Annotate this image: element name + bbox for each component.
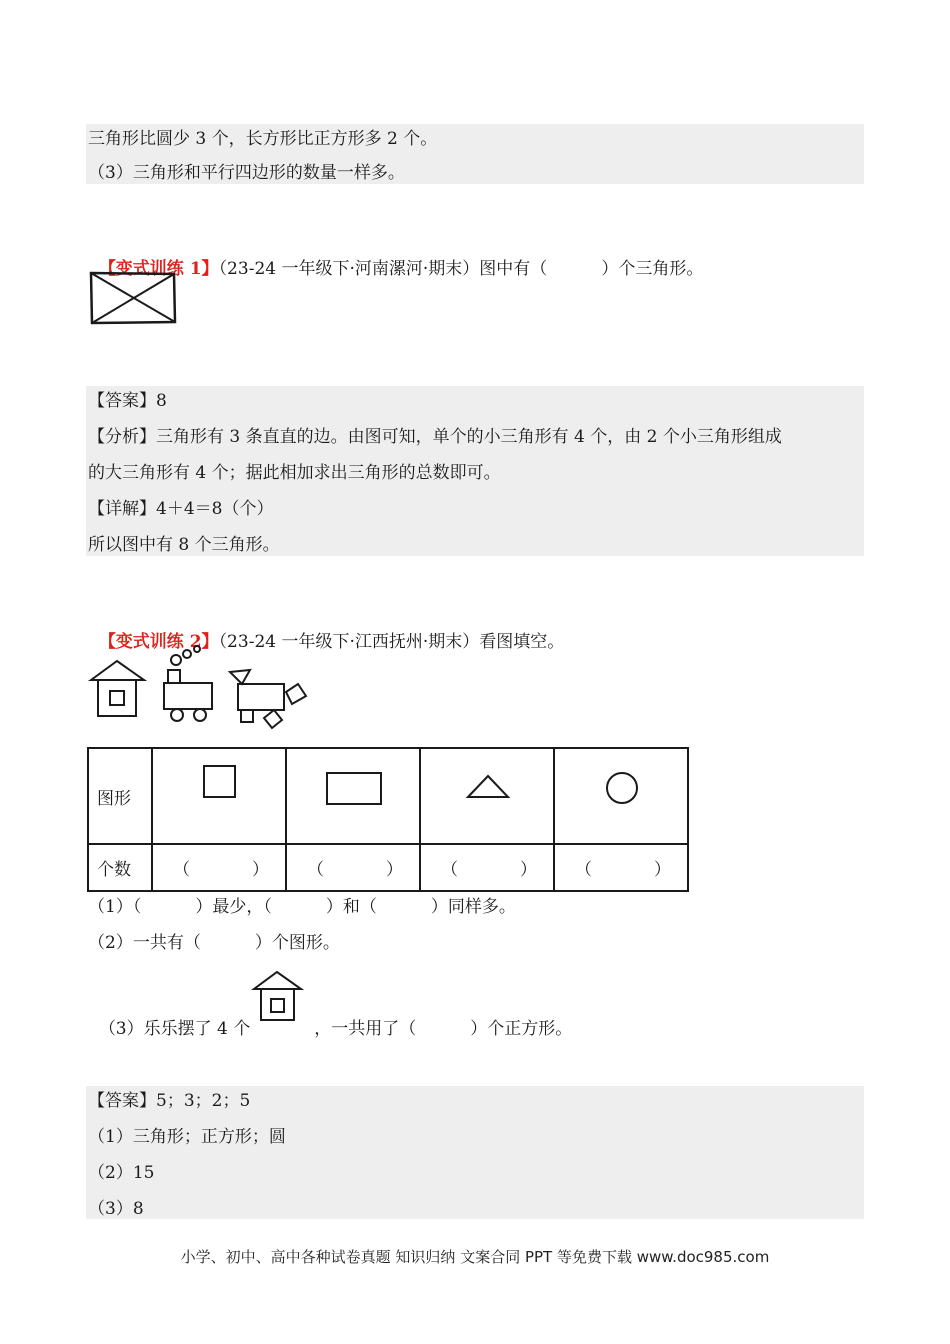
- exercise-question: （23-24 一年级下·江西抚州·期末）看图填空。: [218, 632, 565, 652]
- row-header-shape: 图形: [88, 748, 152, 844]
- train-icon: [160, 644, 216, 726]
- exercise-tag: 【变式训练 1】: [98, 259, 219, 279]
- house-icon: [252, 969, 304, 1023]
- house-icon: [88, 658, 148, 720]
- row-header-count: 个数: [88, 844, 152, 891]
- exercise-1-heading: [88, 233, 703, 281]
- question-3: [88, 993, 572, 1041]
- question-2: （2）一共有（ ）个图形。: [88, 933, 340, 953]
- paren-close: ）: [386, 860, 403, 880]
- count-blank[interactable]: [152, 844, 286, 891]
- answer-line: （3）8: [88, 1199, 144, 1219]
- table-row: [88, 844, 688, 891]
- exercise-question: （23-24 一年级下·河南漯河·期末）图中有（ ）个三角形。: [218, 259, 704, 279]
- dog-icon: [228, 668, 308, 730]
- shape-count-table: [87, 747, 689, 892]
- paren-open: （: [575, 860, 592, 880]
- table-cell: [286, 748, 420, 844]
- paren-open: （: [173, 860, 190, 880]
- rectangle-with-diagonals-icon: [88, 270, 178, 326]
- circle-icon: [605, 771, 639, 805]
- count-blank[interactable]: [420, 844, 554, 891]
- paren-close: ）: [654, 860, 671, 880]
- answer-line: 【答案】8: [88, 391, 167, 411]
- analysis-line: 的大三角形有 4 个；据此相加求出三角形的总数即可。: [88, 463, 501, 483]
- answer-line: （1）三角形；正方形；圆: [88, 1127, 286, 1147]
- paren-close: ）: [252, 860, 269, 880]
- analysis-line: 【分析】三角形有 3 条直直的边。由图可知，单个的小三角形有 4 个，由 2 个小三角形组成: [88, 427, 782, 447]
- conclusion-line: 所以图中有 8 个三角形。: [88, 535, 280, 555]
- paren-open: （: [441, 860, 458, 880]
- question-3-suffix: ，一共用了（ ）个正方形。: [314, 1019, 573, 1039]
- rectangle-icon: [326, 772, 382, 806]
- paren-close: ）: [520, 860, 537, 880]
- answer-line: 【答案】5；3；2；5: [88, 1091, 251, 1111]
- table-cell: [152, 748, 286, 844]
- detail-line: 【详解】4＋4＝8（个）: [88, 499, 274, 519]
- square-icon: [203, 765, 237, 799]
- text-line: （3）三角形和平行四边形的数量一样多。: [88, 163, 405, 183]
- paren-open: （: [307, 860, 324, 880]
- footer: 小学、初中、高中各种试卷真题 知识归纳 文案合同 PPT 等免费下载 www.doc985.com: [180, 1248, 770, 1266]
- triangle-icon: [466, 773, 510, 799]
- table-cell: [554, 748, 688, 844]
- answer-line: （2）15: [88, 1163, 155, 1183]
- question-3-prefix: （3）乐乐摆了 4 个: [98, 1019, 251, 1039]
- count-blank[interactable]: [554, 844, 688, 891]
- exercise-tag: 【变式训练 2】: [98, 632, 219, 652]
- table-cell: [420, 748, 554, 844]
- table-row: [88, 748, 688, 844]
- count-blank[interactable]: [286, 844, 420, 891]
- text-line: 三角形比圆少 3 个，长方形比正方形多 2 个。: [88, 129, 438, 149]
- question-1: （1）（ ）最少，（ ）和（ ）同样多。: [88, 897, 516, 917]
